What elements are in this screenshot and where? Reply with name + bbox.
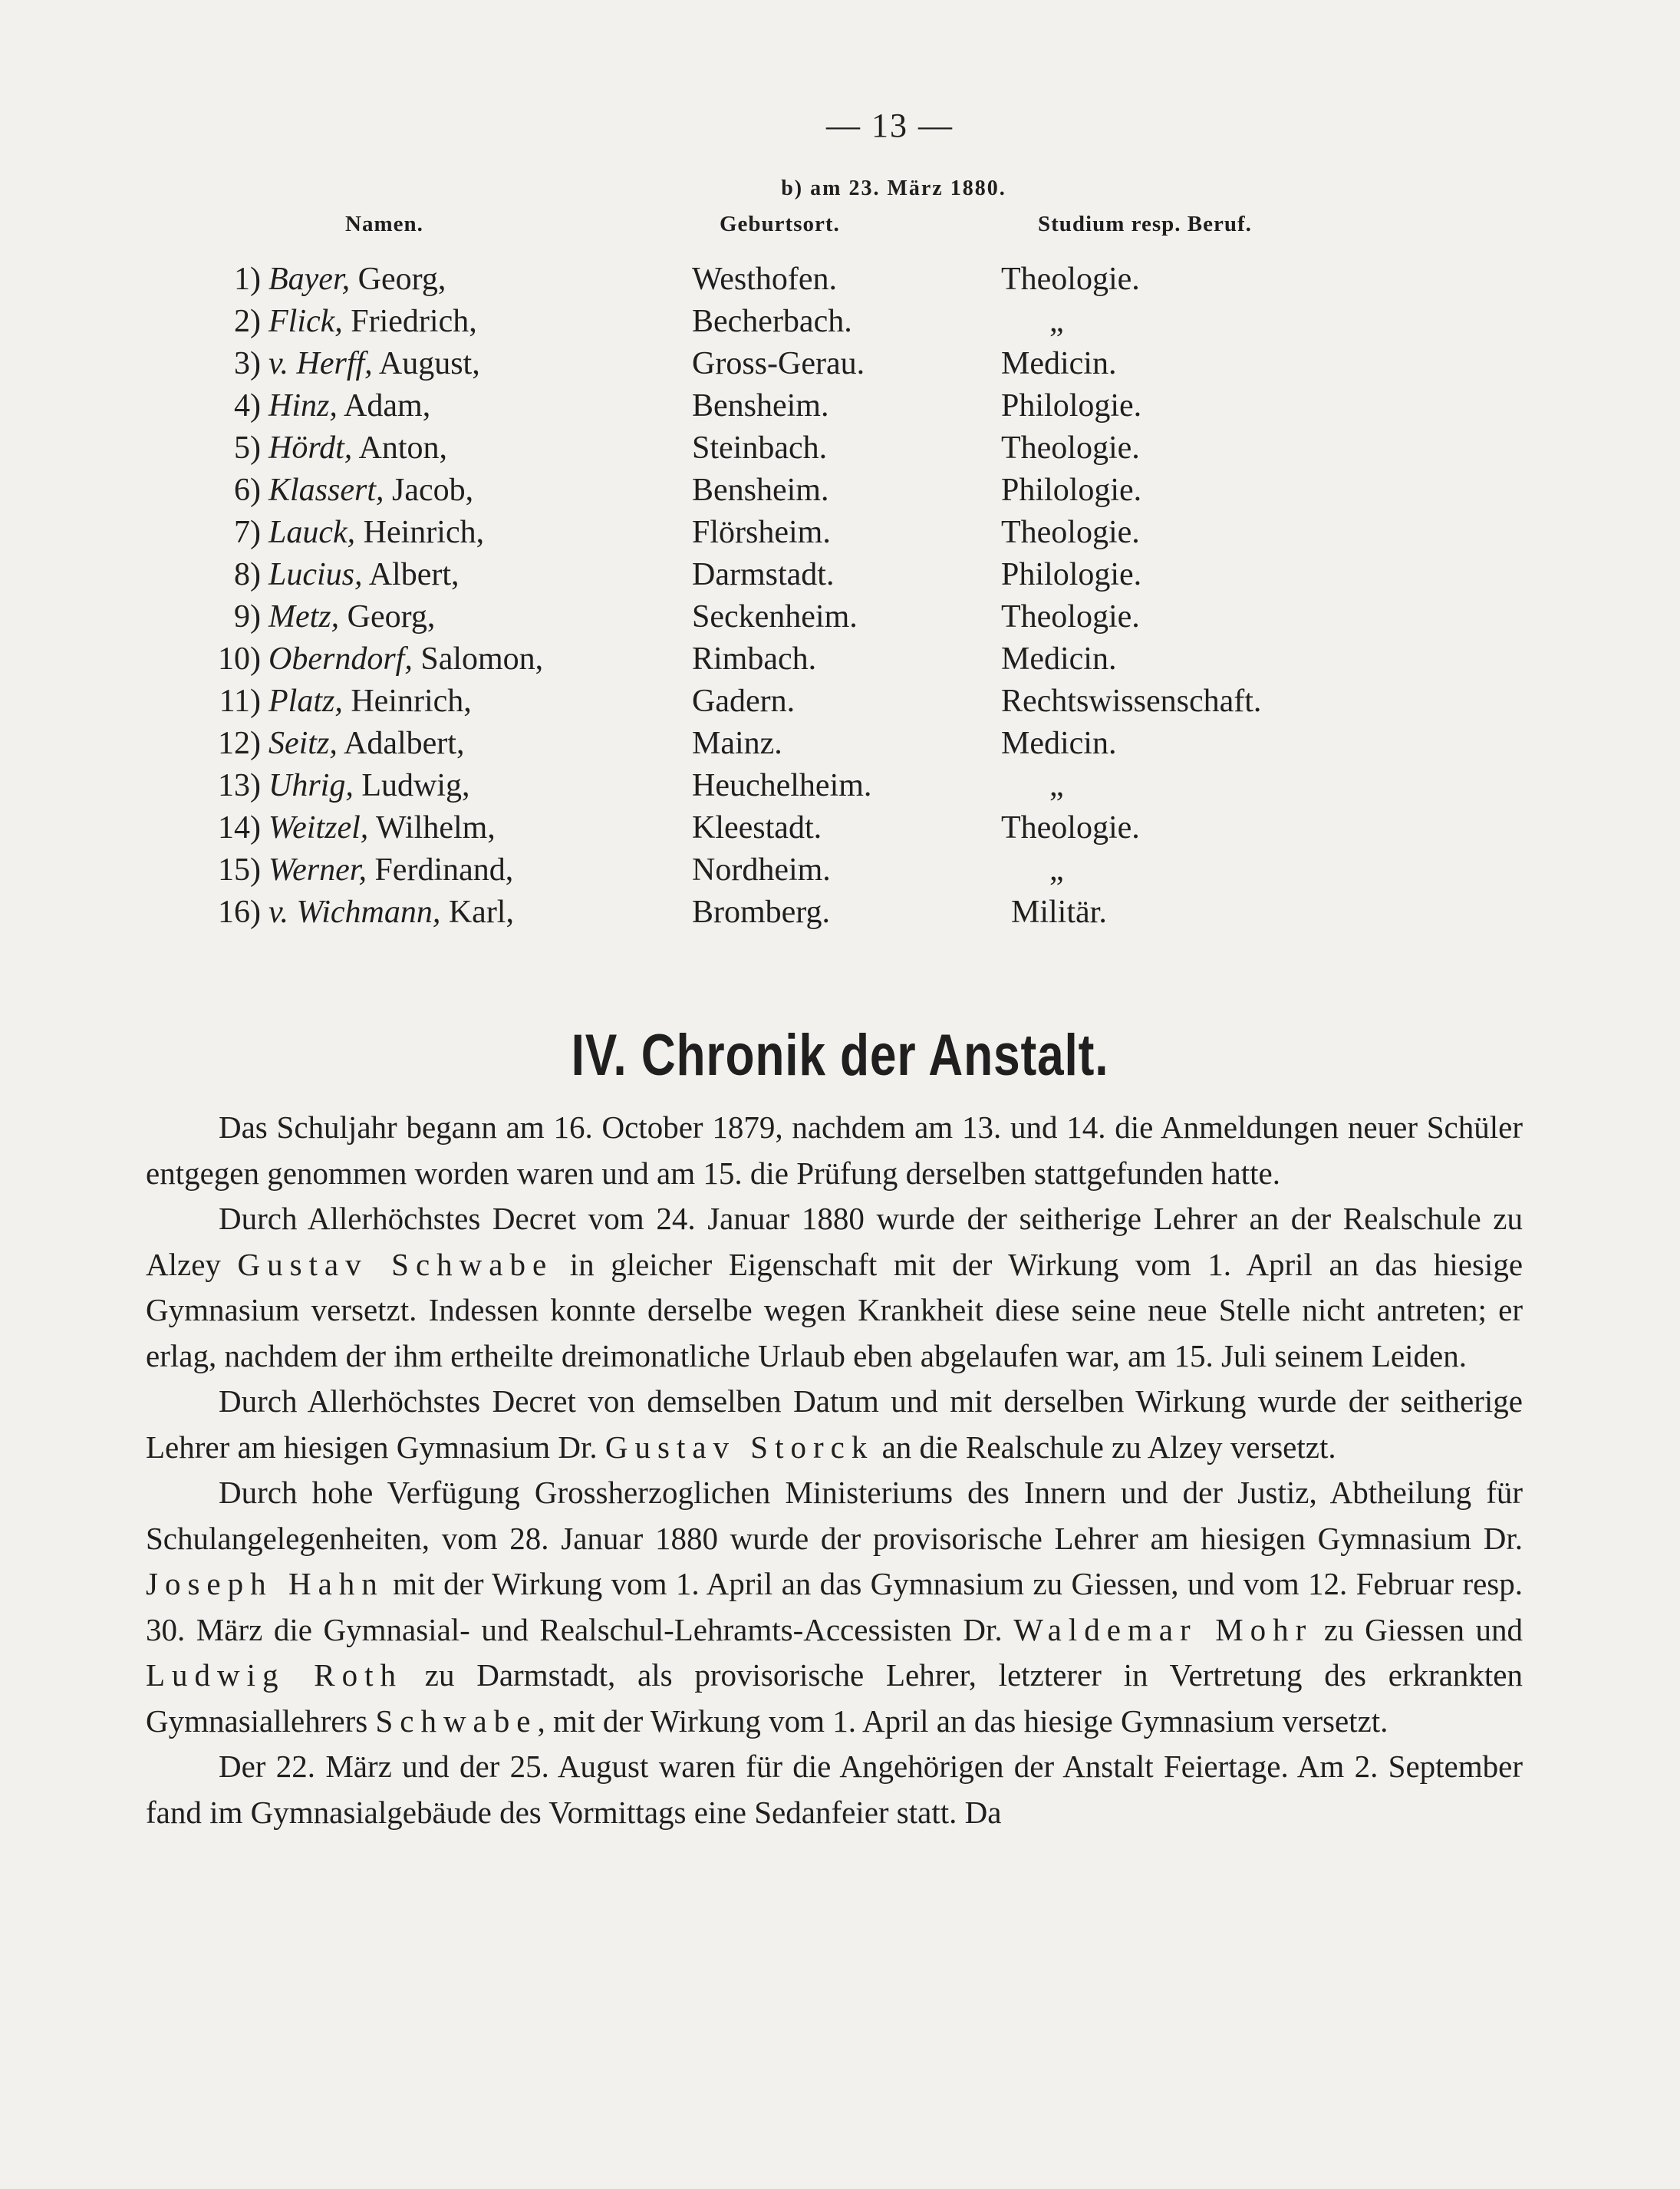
student-surname: Lauck, <box>268 515 356 550</box>
student-study: Militär. <box>1011 895 1107 930</box>
row-number: 12) <box>218 726 261 761</box>
student-row <box>0 852 1680 895</box>
student-given-name: Jacob, <box>392 473 474 508</box>
paragraph-text: Durch hohe Verfügung Grossherzoglichen Ministeriums des Innern und der Justiz, Abtheilung für Schulangelegenheiten, vom 28. Januar 1880 wurde der provisorische Lehrer am hiesigen Gymnasium Dr. <box>146 1475 1523 1556</box>
page-number: — 13 — <box>826 107 954 144</box>
person-name: Ludwig Roth <box>146 1657 404 1693</box>
student-name <box>268 641 543 677</box>
student-birthplace: Rimbach. <box>692 641 817 677</box>
person-name: Waldemar Mohr <box>1013 1611 1313 1647</box>
student-name <box>268 683 472 720</box>
student-birthplace: Mainz. <box>692 726 782 761</box>
student-surname: Oberndorf, <box>268 641 413 677</box>
student-birthplace: Becherbach. <box>692 304 852 339</box>
student-birthplace: Westhofen. <box>692 262 838 297</box>
student-study: Theologie. <box>1001 430 1140 466</box>
section-title: IV. Chronik der Anstalt. <box>571 1023 1109 1088</box>
student-study: Theologie. <box>1001 262 1140 297</box>
chronicle-text <box>146 1105 1523 1835</box>
student-given-name: Adalbert, <box>344 726 465 761</box>
student-surname: Metz, <box>268 599 340 635</box>
student-given-name: Georg, <box>347 599 436 635</box>
paragraph: Das Schuljahr begann am 16. October 1879, nachdem am 13. und 14. die Anmeldungen neuer Schüler entgegen genommen worden waren und am 15. die Prüfung derselben stattgefunden hatte. <box>146 1109 1523 1191</box>
row-number: 10) <box>218 641 261 677</box>
student-birthplace: Darmstadt. <box>692 557 835 592</box>
row-number: 1) <box>234 262 261 297</box>
student-row <box>0 387 1680 430</box>
student-given-name: Anton, <box>358 430 447 466</box>
student-row <box>0 598 1680 641</box>
student-surname: Weitzel, <box>268 810 369 846</box>
row-number: 5) <box>234 430 261 466</box>
paragraph <box>146 1470 1523 1744</box>
student-study: Philologie. <box>1001 473 1142 508</box>
student-study: Medicin. <box>1001 641 1117 677</box>
row-number: 16) <box>218 895 261 930</box>
row-number: 15) <box>218 852 261 888</box>
student-study: Theologie. <box>1001 515 1140 550</box>
person-name: Schwabe <box>375 1703 538 1739</box>
paragraph-text: Durch Allerhöchstes Decret vom 24. Januar 1880 wurde der seitherige Lehrer an der Realschule zu Alzey <box>146 1201 1523 1282</box>
student-birthplace: Flörsheim. <box>692 515 831 550</box>
student-study: „ <box>1049 768 1064 803</box>
student-birthplace: Kleestadt. <box>692 810 822 846</box>
student-surname: Hinz, <box>268 388 338 424</box>
student-study: Philologie. <box>1001 388 1142 424</box>
student-surname: Bayer, <box>268 262 351 297</box>
student-row <box>0 894 1680 937</box>
student-birthplace: Bensheim. <box>692 388 829 424</box>
student-surname: Uhrig, <box>268 768 354 803</box>
student-name <box>268 894 514 931</box>
row-number: 13) <box>218 768 261 803</box>
student-surname: Lucius, <box>268 557 363 592</box>
student-surname: Werner, <box>268 852 367 888</box>
student-surname: Hördt, <box>268 430 353 466</box>
person-name: Gustav Storck <box>604 1429 875 1465</box>
student-name <box>268 303 477 340</box>
row-number: 6) <box>234 473 261 508</box>
student-name <box>268 809 496 846</box>
student-name <box>268 556 460 593</box>
student-row <box>0 303 1680 346</box>
student-study: „ <box>1049 304 1064 339</box>
student-birthplace: Gross-Gerau. <box>692 346 865 381</box>
student-given-name: August, <box>378 346 480 381</box>
student-name <box>268 472 473 509</box>
student-given-name: Salomon, <box>420 641 544 677</box>
paragraph <box>146 1196 1523 1379</box>
row-number: 14) <box>218 810 261 846</box>
paragraph-text: mit der Wirkung vom 1. April an das Gymnasium zu Giessen, und vom 12. Februar resp. 30. März die Gymnasial- und Realschul-Lehramts-Accessisten Dr. <box>146 1566 1523 1647</box>
student-study: Rechtswissenschaft. <box>1001 684 1262 719</box>
paragraph <box>146 1379 1523 1470</box>
student-given-name: Adam, <box>344 388 431 424</box>
student-study: Theologie. <box>1001 810 1140 846</box>
student-row <box>0 809 1680 852</box>
student-name <box>268 387 430 424</box>
paragraph-text: an die Realschule zu Alzey versetzt. <box>881 1429 1336 1465</box>
student-name <box>268 725 464 762</box>
student-given-name: Wilhelm, <box>376 810 496 846</box>
student-name <box>268 261 446 298</box>
paragraph-text: Durch Allerhöchstes Decret von demselben Datum und mit derselben Wirkung wurde der seitherige Lehrer am hiesigen Gymnasium Dr. <box>146 1383 1523 1465</box>
student-study: Medicin. <box>1001 726 1117 761</box>
student-study: Philologie. <box>1001 557 1142 592</box>
student-surname: Flick, <box>268 304 343 339</box>
student-name <box>268 514 484 551</box>
student-birthplace: Bensheim. <box>692 473 829 508</box>
paragraph-text: zu Darmstadt, als provisorische Lehrer, letzterer in Vertretung des erkrankten Gymnasiallehrers <box>146 1657 1523 1739</box>
column-header-names: Namen. <box>345 212 423 236</box>
paragraph-text: zu Giessen und <box>1323 1611 1524 1647</box>
student-birthplace: Gadern. <box>692 684 796 719</box>
student-surname: Klassert, <box>268 473 384 508</box>
student-name <box>268 852 513 888</box>
row-number: 2) <box>234 304 261 339</box>
column-header-study: Studium resp. Beruf. <box>1038 212 1252 236</box>
student-row <box>0 345 1680 388</box>
student-name <box>268 598 435 635</box>
student-name <box>268 430 447 466</box>
row-number: 11) <box>219 684 261 719</box>
student-birthplace: Seckenheim. <box>692 599 858 635</box>
student-surname: v. Herff, <box>268 346 373 381</box>
student-study: Medicin. <box>1001 346 1117 381</box>
student-surname: Seitz, <box>268 726 338 761</box>
list-subheading: b) am 23. März 1880. <box>781 176 1006 200</box>
student-given-name: Georg, <box>357 262 446 297</box>
column-header-birthplace: Geburtsort. <box>720 212 840 236</box>
student-row <box>0 641 1680 684</box>
student-name <box>268 767 470 804</box>
person-name: Joseph Hahn <box>146 1566 384 1601</box>
student-row <box>0 430 1680 473</box>
student-given-name: Albert, <box>368 557 460 592</box>
student-given-name: Ludwig, <box>361 768 470 803</box>
student-given-name: Heinrich, <box>363 515 485 550</box>
student-birthplace: Bromberg. <box>692 895 831 930</box>
student-birthplace: Steinbach. <box>692 430 828 466</box>
person-name: Gustav Schwabe <box>237 1246 554 1282</box>
student-given-name: Karl, <box>448 895 514 930</box>
student-study: „ <box>1049 852 1064 888</box>
student-given-name: Ferdinand, <box>374 852 514 888</box>
student-name <box>268 345 480 382</box>
student-row <box>0 683 1680 726</box>
student-given-name: Heinrich, <box>351 684 472 719</box>
row-number: 8) <box>234 557 261 592</box>
row-number: 3) <box>234 346 261 381</box>
student-surname: v. Wichmann, <box>268 895 441 930</box>
student-row <box>0 514 1680 557</box>
student-row <box>0 472 1680 515</box>
paragraph: Der 22. März und der 25. August waren für die Angehörigen der Anstalt Feiertage. Am 2. September fand im Gymnasialgebäude des Vormittags eine Sedanfeier statt. Da <box>146 1749 1523 1830</box>
student-birthplace: Nordheim. <box>692 852 831 888</box>
student-row <box>0 725 1680 768</box>
student-row <box>0 556 1680 599</box>
student-birthplace: Heuchelheim. <box>692 768 872 803</box>
student-row <box>0 767 1680 810</box>
student-study: Theologie. <box>1001 599 1140 635</box>
row-number: 7) <box>234 515 261 550</box>
paragraph-text: in gleicher Eigenschaft mit der Wirkung vom 1. April an das hiesige Gymnasium versetzt. Indessen konnte derselbe wegen Krankheit diese seine neue Stelle nicht antreten; er erlag, nachdem der ihm ertheilte dreimonatliche Urlaub eben abgelaufen war, am 15. Juli seinem Leiden. <box>146 1246 1524 1373</box>
paragraph-text: , mit der Wirkung vom 1. April an das hiesige Gymnasium versetzt. <box>537 1703 1388 1739</box>
student-surname: Platz, <box>268 684 343 719</box>
row-number: 9) <box>234 599 261 635</box>
student-given-name: Friedrich, <box>351 304 477 339</box>
student-row <box>0 261 1680 304</box>
row-number: 4) <box>234 388 261 424</box>
